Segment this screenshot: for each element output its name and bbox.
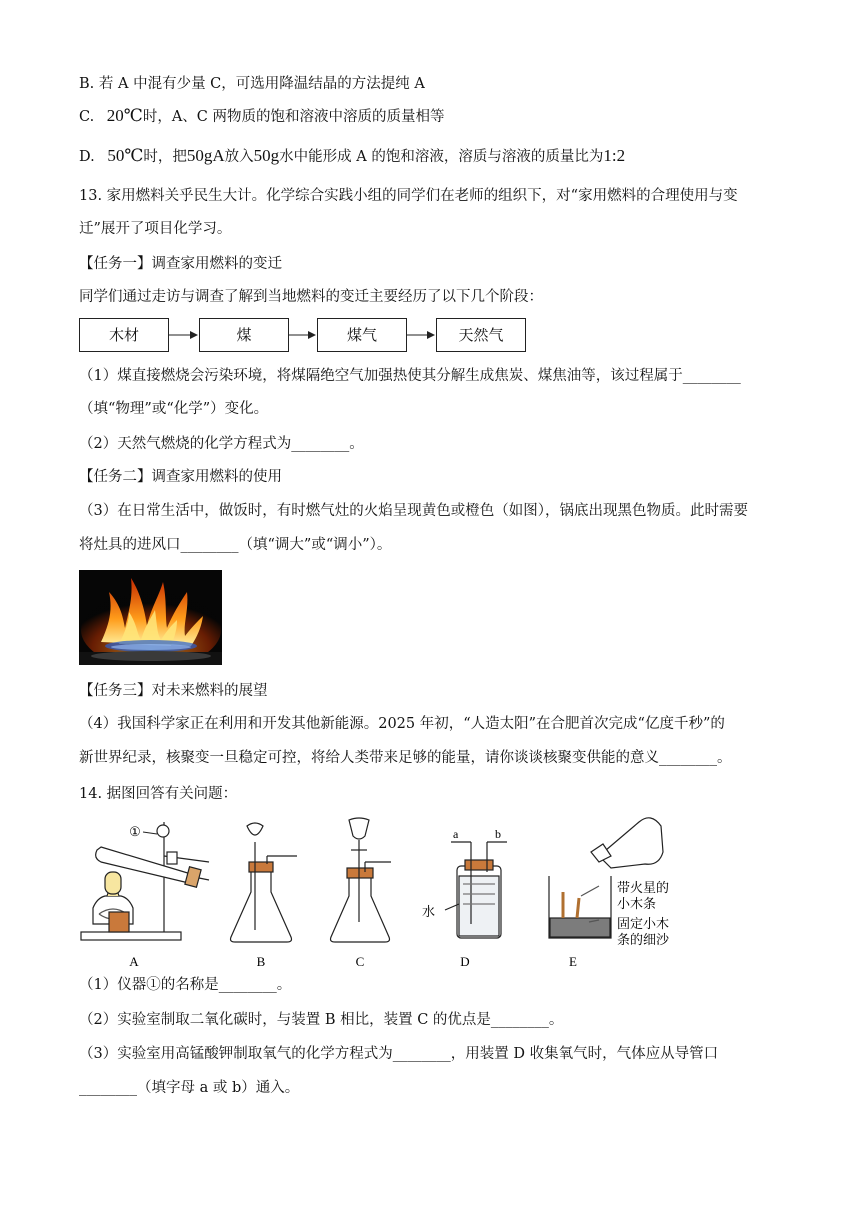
option-d-label: D. <box>79 149 95 165</box>
e-label-2-line2: 条的细沙 <box>617 932 670 947</box>
port-b: b <box>495 827 501 841</box>
water-label: 水 <box>422 904 436 919</box>
label-e: E <box>569 954 577 969</box>
e-label-2-line1: 固定小木 <box>617 916 670 931</box>
port-a: a <box>453 827 459 841</box>
option-d-mass: 50gA <box>186 146 225 165</box>
flow-box-natural-gas: 天然气 <box>436 318 526 352</box>
q13-part4-line1: （4）我国科学家正在利用和开发其他新能源。2025 年初，“人造太阳”在合肥首次完成“亿度千秒”的 <box>79 716 725 732</box>
q13-part3-line1: （3）在日常生活中，做饭时，有时燃气灶的火焰呈现黄色或橙色（如图），锅底出现黑色物质。此时需要 <box>79 503 748 519</box>
option-c-text: 时，A、C 两物质的饱和溶液中溶质的质量相等 <box>142 109 445 125</box>
q14-stem: 14. 据图回答有关问题： <box>79 786 238 802</box>
label-b: B <box>256 954 266 969</box>
q13-part2: （2）天然气燃烧的化学方程式为________。 <box>79 436 364 452</box>
task1-description: 同学们通过走访与调查了解到当地燃料的变迁主要经历了以下几个阶段： <box>79 289 543 305</box>
lab-apparatus-figure <box>79 812 679 972</box>
apparatus-c <box>331 818 392 942</box>
option-c <box>79 106 445 127</box>
fuel-flow-diagram <box>79 318 509 354</box>
option-d-water: 50g <box>253 146 280 165</box>
q14-part1: （1）仪器①的名称是________。 <box>79 977 292 993</box>
option-c-temperature: 20℃ <box>106 106 143 125</box>
q14-part3-line1: （3）实验室用高锰酸钾制取氧气的化学方程式为________，用装置 D 收集氧气时，气体应从导管口 <box>79 1046 719 1062</box>
task2-heading: 【任务二】调查家用燃料的使用 <box>79 469 282 485</box>
flow-box-coal: 煤 <box>199 318 289 352</box>
option-d-ratio: 1:2 <box>603 146 626 165</box>
q13-part4-line2: 新世界纪录，核聚变一旦稳定可控，将给人类带来足够的能量，请你谈谈核聚变供能的意义________。 <box>79 750 732 766</box>
option-c-label: C. <box>79 109 95 125</box>
q13-part1-line1: （1）煤直接燃烧会污染环境，将煤隔绝空气加强热使其分解生成焦炭、煤焦油等，该过程属于________ <box>79 368 741 384</box>
option-d <box>79 146 625 167</box>
q13-part1-line2: （填“物理”或“化学”）变化。 <box>79 401 269 417</box>
q13-stem-line2: 迁”展开了项目化学习。 <box>79 221 232 237</box>
q14-part2: （2）实验室制取二氧化碳时，与装置 B 相比，装置 C 的优点是________。 <box>79 1012 564 1028</box>
label-a: A <box>129 954 139 969</box>
option-b: B. 若 A 中混有少量 C，可选用降温结晶的方法提纯 A <box>79 76 425 92</box>
marker-1: ① <box>129 824 141 839</box>
label-d: D <box>460 954 470 969</box>
apparatus-a <box>81 822 209 940</box>
option-d-text-3: 水中能形成 A 的饱和溶液，溶质与溶液的质量比为 <box>279 149 604 165</box>
task3-heading: 【任务三】对未来燃料的展望 <box>79 683 268 699</box>
q14-part3-line2: ________（填字母 a 或 b）通入。 <box>79 1080 300 1096</box>
option-d-text-1: 时，把 <box>143 149 187 165</box>
label-c: C <box>355 954 365 969</box>
q13-stem-line1: 13. 家用燃料关乎民生大计。化学综合实践小组的同学们在老师的组织下，对“家用燃料的合理使用与变 <box>79 188 738 204</box>
e-label-1-line2: 小木条 <box>617 896 657 911</box>
apparatus-d <box>445 842 507 938</box>
option-d-text-2: 放入 <box>224 149 254 165</box>
option-d-temperature: 50℃ <box>107 146 144 165</box>
apparatus-b <box>231 823 298 942</box>
flow-box-coal-gas: 煤气 <box>317 318 407 352</box>
task1-heading: 【任务一】调查家用燃料的变迁 <box>79 256 282 272</box>
e-label-1-line1: 带火星的 <box>617 880 670 895</box>
flow-box-wood: 木材 <box>79 318 169 352</box>
flow-arrows <box>79 318 509 354</box>
q13-part3-line2: 将灶具的进风口________（填“调大”或“调小”）。 <box>79 537 392 553</box>
stove-flame-photo <box>79 570 222 665</box>
